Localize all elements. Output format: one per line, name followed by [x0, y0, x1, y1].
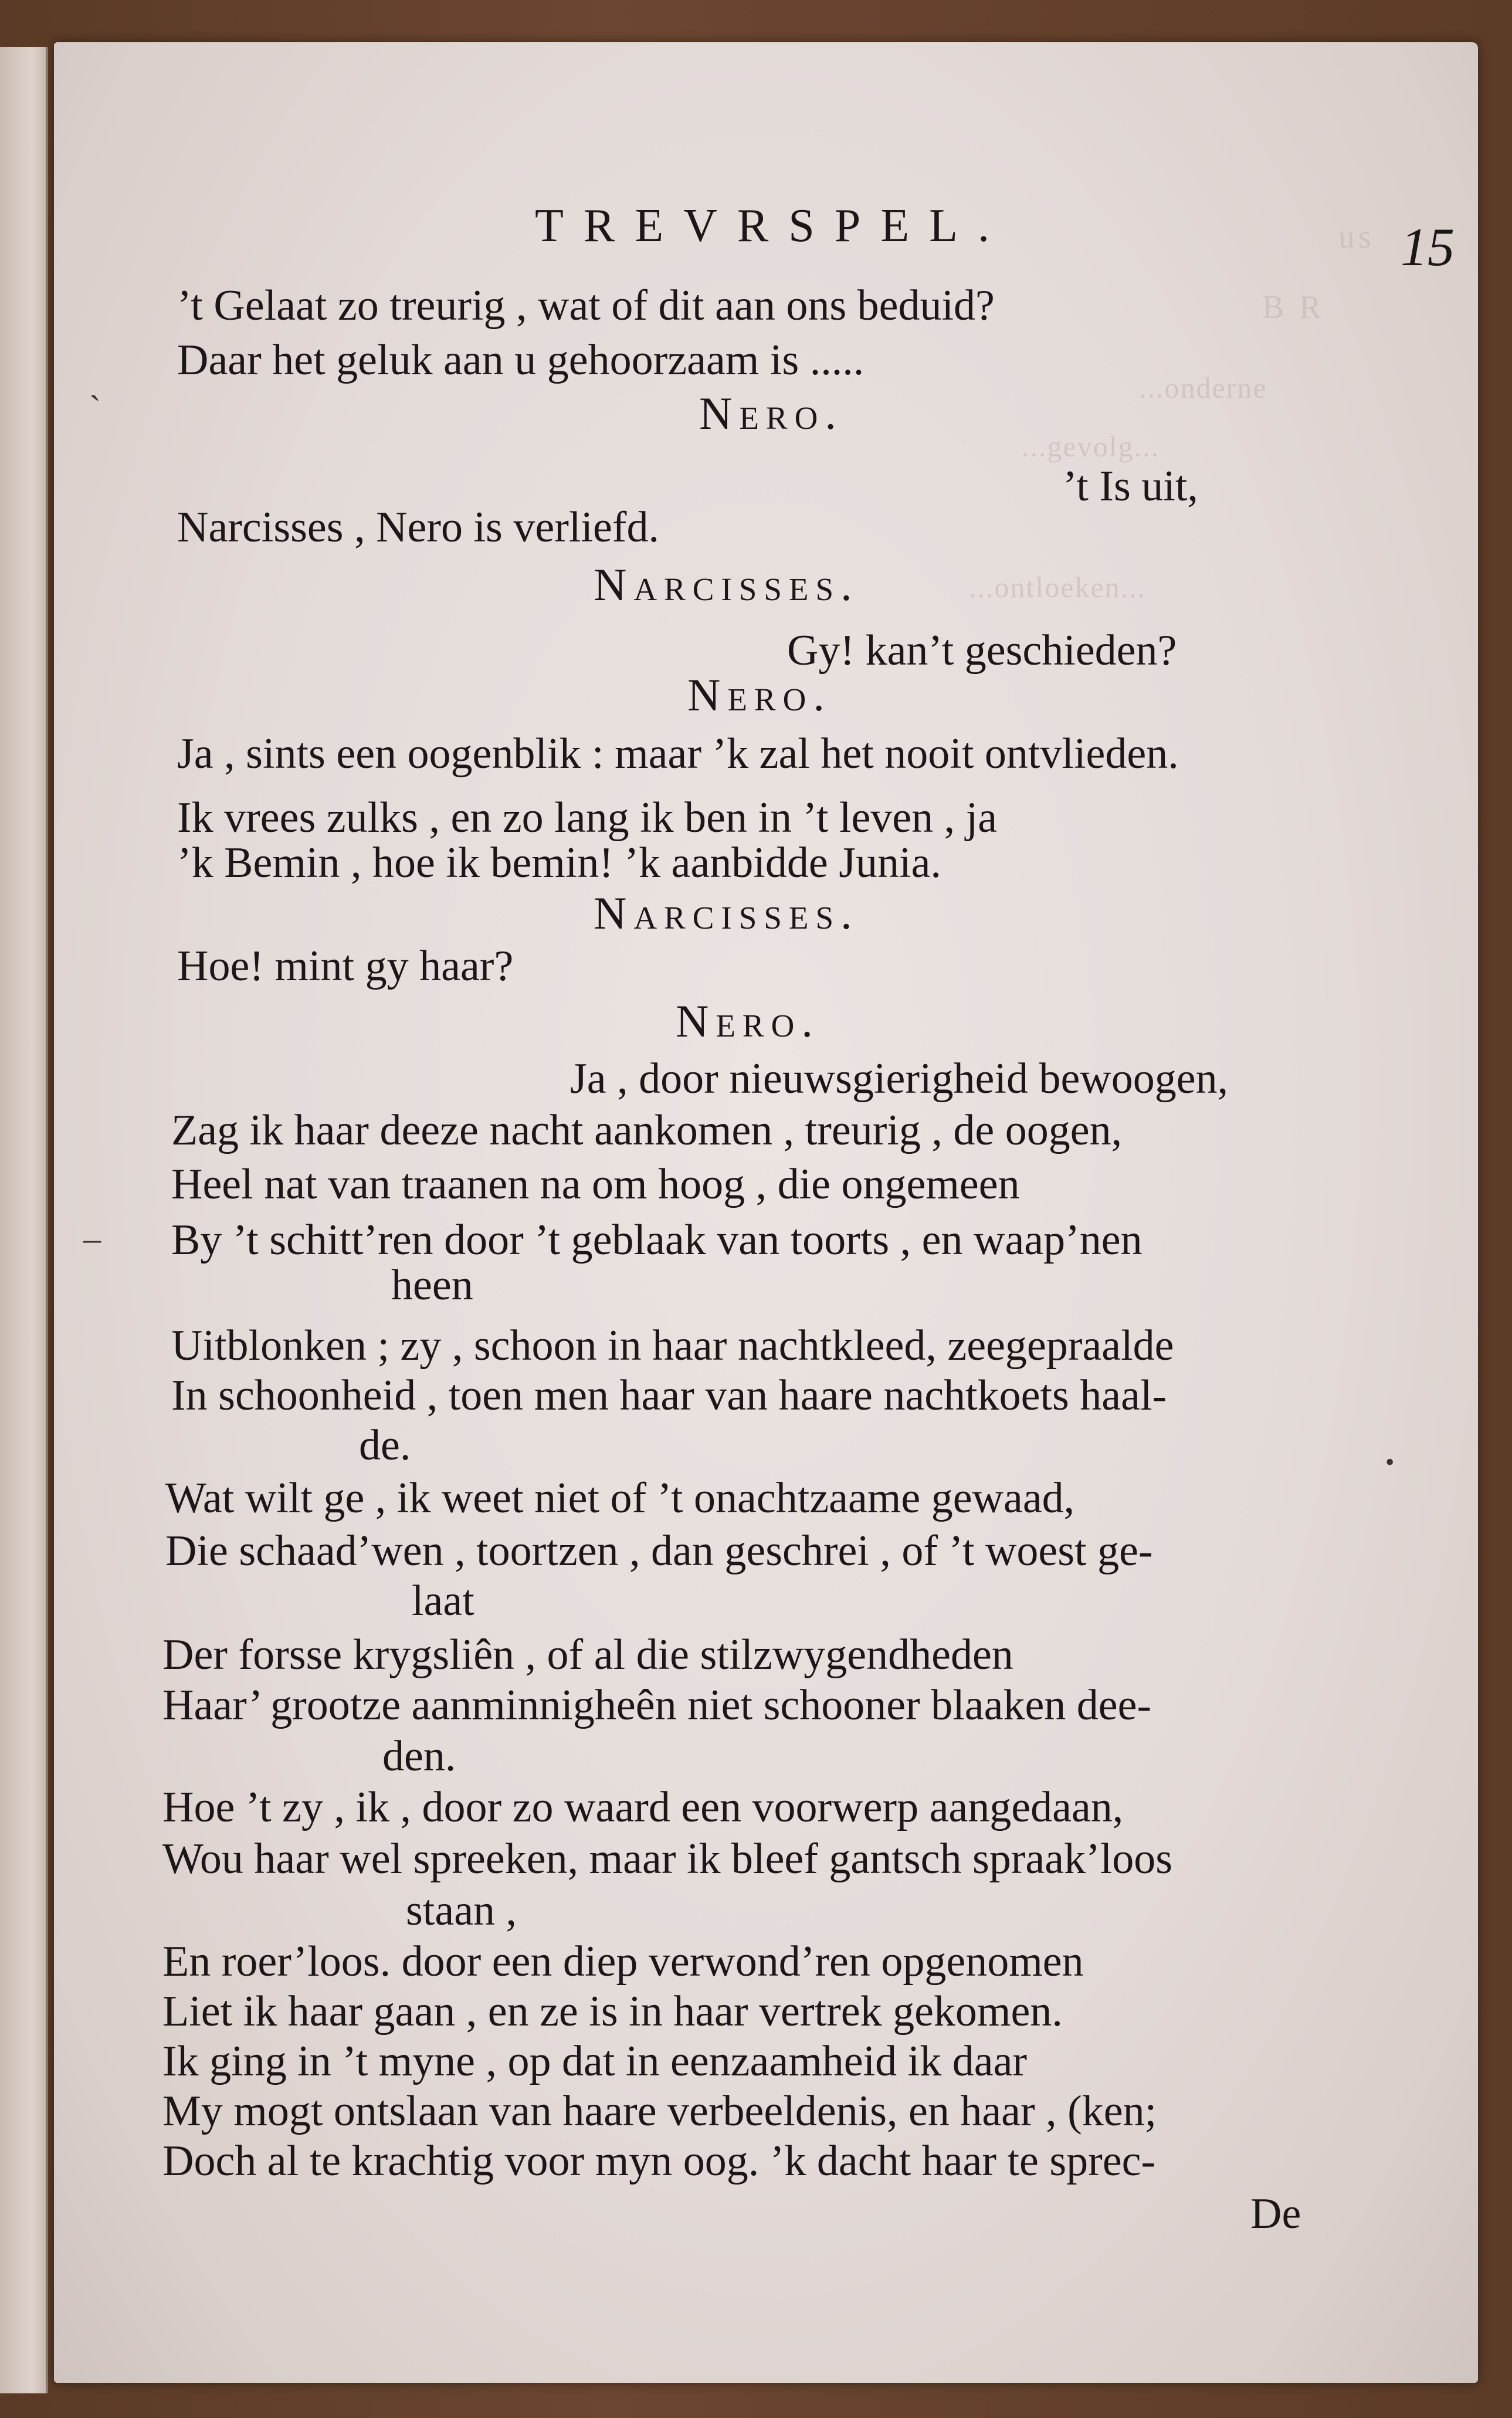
verse-line: Ja , door nieuwsgierigheid bewoogen,: [570, 1055, 1229, 1103]
facing-page-edge: [0, 47, 48, 2393]
speaker-name: Nero.: [699, 388, 843, 439]
verse-line: den.: [382, 1732, 456, 1780]
verse-line: Wat wilt ge , ik weet niet of ’t onachtzaame gewaad,: [165, 1474, 1075, 1522]
show-through-text: us: [1338, 219, 1375, 255]
verse-line: ’t Is uit,: [1063, 462, 1198, 510]
verse-line: Hoe ’t zy , ik , door zo waard een voorwerp aangedaan,: [162, 1783, 1124, 1831]
running-head: TREVRSPEL.: [535, 200, 1009, 252]
verse-line: ’k Bemin , hoe ik bemin! ’k aanbidde Junia.: [177, 839, 941, 887]
speaker-name: Nero.: [687, 669, 832, 720]
verse-line: Uitblonken ; zy , schoon in haar nachtkleed, zeegepraalde: [171, 1322, 1174, 1370]
speaker-name: Narcisses.: [594, 559, 859, 610]
margin-mark: ˋ: [89, 389, 101, 428]
verse-line: Ja , sints een oogenblik : maar ’k zal het nooit ontvlieden.: [177, 730, 1179, 778]
verse-line: By ’t schitt’ren door ’t geblaak van toorts , en waap’nen: [171, 1216, 1143, 1264]
verse-line: Wou haar wel spreeken, maar ik bleef gantsch spraak’loos: [162, 1835, 1173, 1883]
verse-line: Liet ik haar gaan , en ze is in haar vertrek gekomen.: [162, 1987, 1063, 2036]
show-through-text: B R: [1262, 289, 1325, 326]
verse-line: Hoe! mint gy haar?: [177, 942, 514, 990]
verse-line: ’t Gelaat zo treurig , wat of dit aan ons beduid?: [177, 282, 995, 330]
catchword: De: [1250, 2190, 1301, 2238]
show-through-text: ...onderne: [1139, 371, 1267, 404]
verse-line: Ik vrees zulks , en zo lang ik ben in ’t leven , ja: [177, 794, 998, 842]
verse-line: Doch al te krachtig voor myn oog. ’k dacht haar te sprec-: [162, 2137, 1156, 2185]
speaker-name: Narcisses.: [594, 888, 859, 939]
margin-mark: –: [83, 1219, 101, 1258]
verse-line: Gy! kan’t geschieden?: [787, 626, 1177, 675]
verse-line: de.: [359, 1421, 411, 1469]
verse-line: Haar’ grootze aanminnigheên niet schooner blaaken dee-: [162, 1681, 1152, 1729]
speaker-name: Nero.: [676, 995, 820, 1047]
page-number: 15: [1401, 217, 1455, 277]
verse-line: Heel nat van traanen na om hoog , die ongemeen: [171, 1160, 1020, 1208]
verse-line: Daar het geluk aan u gehoorzaam is .....: [177, 336, 865, 384]
verse-line: My mogt ontslaan van haare verbeeldenis, en haar , (ken;: [162, 2087, 1157, 2135]
verse-line: Zag ik haar deeze nacht aankomen , treurig , de oogen,: [171, 1106, 1123, 1154]
verse-line: staan ,: [406, 1887, 517, 1935]
book-page: [54, 42, 1478, 2383]
verse-line: En roer’loos. door een diep verwond’ren opgenomen: [162, 1938, 1084, 1986]
show-through-text: ...ontloeken...: [969, 571, 1147, 604]
verse-line: Ik ging in ’t myne , op dat in eenzaamheid ik daar: [162, 2037, 1028, 2085]
verse-line: Der forsse krygsliên , of al die stilzwygendheden: [162, 1631, 1013, 1679]
verse-line: heen: [391, 1261, 473, 1309]
verse-line: laat: [412, 1577, 474, 1625]
verse-line: In schoonheid , toen men haar van haare nachtkoets haal-: [171, 1371, 1167, 1420]
verse-line: Die schaad’wen , toortzen , dan geschrei , of ’t woest ge-: [165, 1527, 1153, 1575]
verse-line: Narcisses , Nero is verliefd.: [177, 503, 659, 551]
margin-mark: •: [1385, 1448, 1395, 1476]
show-through-text: ...gevolg...: [1022, 430, 1160, 463]
